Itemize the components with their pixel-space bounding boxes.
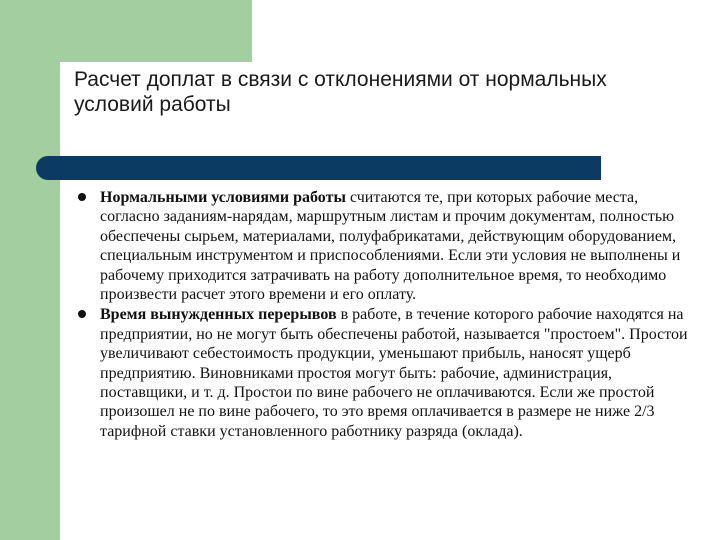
list-item: [78, 188, 698, 304]
green-side-band: [0, 0, 60, 540]
item-text: в работе, в течение которого рабочие находятся на предприятии, но не могут быть обеспечены работой, называется "простоем". Простои увеличивают себестоимость продукции, уменьшают прибыль, наносят ущерб предприятию. Виновниками простоя могут быть: рабочие, администрация, поставщики, и т. д. Простои по вине рабочего не оплачиваются. Если же простой произошел не по вине рабочего, то это время оплачивается в размере не ниже 2/3 тарифной ставки установленного работнику разряда (оклада).: [100, 306, 688, 440]
title-area: [62, 62, 702, 158]
bullet-list: [78, 188, 698, 442]
item-text: считаются те, при которых рабочие места, согласно заданиям-нарядам, маршрутным листам и прочим документам, полностью обеспечены сырьем, материалами, полуфабрикатами, действующим оборудованием, специальным инструментом и приспособлениями. Если эти условия не выполнены и рабочему приходится затрачивать на работу дополнительное время, то необходимо произвести расчет этого времени и его оплату.: [100, 189, 681, 304]
title-divider-bar: [36, 156, 601, 180]
item-term: Время вынужденных перерывов: [100, 306, 337, 324]
green-top-band: [0, 0, 252, 62]
slide-title: Расчет доплат в связи с отклонениями от нормальных условий работы: [74, 68, 607, 116]
list-item: [78, 305, 698, 441]
bullet-icon: [78, 310, 86, 318]
bullet-icon: [78, 193, 86, 201]
item-term: Нормальными условиями работы: [100, 189, 346, 206]
